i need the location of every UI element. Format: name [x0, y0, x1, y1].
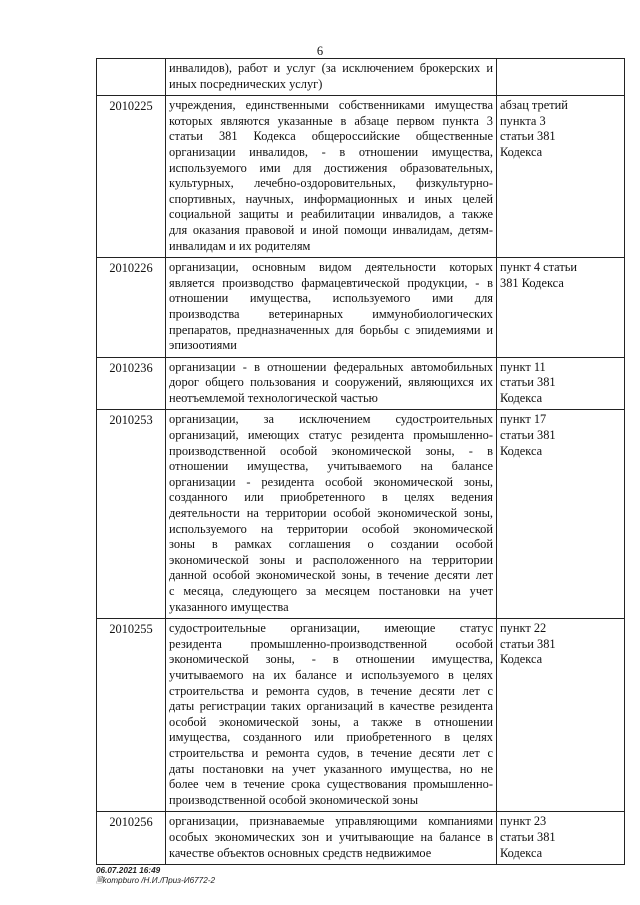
description-line: препаратов, предназначенных для борьбы с эпидемиями и — [169, 322, 493, 337]
table-row — [97, 812, 625, 865]
description-line: отношении имущества, используемого ими для — [169, 291, 493, 306]
benefit-description-cell — [166, 96, 497, 258]
reference-line: пункт 22 — [500, 621, 547, 636]
table-row — [97, 357, 625, 410]
description-line: более чем в течение срока существования промышленно- — [169, 777, 493, 792]
benefit-description-cell — [166, 59, 497, 96]
footer-file-path — [96, 876, 215, 886]
reference-line: пункта 3 — [500, 113, 546, 128]
reference-line: Кодекса — [500, 144, 543, 159]
reference-line: статьи 381 — [500, 636, 556, 651]
description-line: используемого ими для достижения образовательных, — [169, 160, 493, 175]
benefit-description-cell — [166, 357, 497, 410]
benefit-description-cell — [166, 258, 497, 358]
reference-line: статьи 381 — [500, 375, 556, 390]
description-line: учреждения, единственными собственниками имущества — [169, 98, 493, 113]
description-line: имущества, созданного или приобретенного в целях — [169, 730, 493, 745]
table-body — [97, 59, 625, 865]
document-footer — [96, 866, 215, 886]
description-line: которых являются указанные в абзаце первом пункта 3 — [169, 113, 493, 128]
reference-line: Кодекса — [500, 845, 543, 860]
description-line: учитываемого на их балансе и используемого в целях — [169, 667, 493, 682]
table-row — [97, 96, 625, 258]
reference-line: пункт 17 — [500, 412, 547, 427]
document-icon: 🗎 — [96, 876, 103, 885]
reference-line: статьи 381 — [500, 129, 556, 144]
code-reference-cell — [497, 96, 625, 258]
benefit-code-cell: 2010256 — [97, 812, 166, 865]
description-line: организации, за исключением судостроительных — [169, 412, 493, 427]
description-line: инвалидам и их родителям — [169, 238, 311, 253]
description-line: используемого на территории особой экономической — [169, 521, 493, 536]
description-line: резидента промышленно-производственной особой — [169, 636, 493, 651]
description-line: организации инвалидов, - в отношении имущества, — [169, 144, 493, 159]
reference-line: статьи 381 — [500, 829, 556, 844]
description-line: экономической зоны, - в отношении имущества, — [169, 652, 493, 667]
description-line: производственной особой экономической зоны — [169, 792, 419, 807]
description-line: особых экономических зон и учитывающие на балансе в — [169, 829, 493, 844]
benefit-description-cell — [166, 410, 497, 619]
code-reference-cell — [497, 357, 625, 410]
table-row — [97, 410, 625, 619]
code-reference-cell — [497, 258, 625, 358]
description-line: особой экономической зоны, а также в отношении — [169, 714, 493, 729]
reference-line: 381 Кодекса — [500, 275, 564, 290]
description-line: с месяца, следующего за месяцем постановки на учет — [169, 584, 493, 598]
description-line: указанного имущества — [169, 599, 289, 614]
description-line: иных посреднических услуг) — [169, 76, 323, 91]
footer-date: 06.07.2021 16:49 — [96, 866, 161, 875]
reference-line: пункт 11 — [500, 359, 546, 374]
description-line: производственной особой экономической зоны, - в — [169, 443, 493, 458]
benefit-description-cell — [166, 619, 497, 812]
description-line: социальной защиты и реабилитации инвалидов, а также — [169, 207, 493, 222]
benefit-code-cell: 2010236 — [97, 357, 166, 410]
description-line: является производство фармацевтической продукции, - в — [169, 275, 493, 290]
page-number: 6 — [316, 44, 324, 58]
description-line: спортивных, научных, информационных и иных целей — [169, 191, 493, 206]
description-line: эпизоотиями — [169, 338, 237, 353]
benefit-description-cell — [166, 812, 497, 865]
reference-line: абзац третий — [500, 98, 568, 113]
benefit-code-cell: 2010225 — [97, 96, 166, 258]
description-line: организаций, имеющих статус резидента промышленно- — [169, 428, 493, 443]
reference-line: пункт 23 — [500, 814, 547, 829]
description-line: инвалидов), работ и услуг (за исключением брокерских и — [169, 61, 493, 75]
description-line: организации, признаваемые управляющими компаниями — [169, 814, 493, 829]
reference-line: Кодекса — [500, 390, 543, 405]
description-line: для оказания правовой и иной помощи инвалидам, детям- — [169, 222, 493, 237]
footer-file-path-text: kompburo /Н.И./Приз-И6772-2 — [102, 876, 216, 885]
description-line: даты регистрации таких организаций в качестве резидента — [169, 699, 493, 714]
description-line: организации - резидента особой экономической зоны, — [169, 474, 493, 489]
reference-line: статьи 381 — [500, 428, 556, 443]
benefit-code-cell: 2010253 — [97, 410, 166, 619]
description-line: созданного или приобретенного в целях ведения — [169, 490, 493, 505]
description-line: деятельности на территории особой экономической зоны, — [169, 506, 493, 521]
description-line: экономической зоны и расположенного на территории — [169, 552, 493, 567]
description-line: даты постановки на учет указанного имущества, но не — [169, 761, 493, 776]
benefit-code-cell — [97, 59, 166, 96]
table-row — [97, 59, 625, 96]
description-line: судостроительные организации, имеющие статус — [169, 621, 493, 636]
description-line: неотъемлемой технологической частью — [169, 390, 378, 405]
description-line: производства ветеринарных иммунобиологических — [169, 306, 493, 321]
benefit-code-cell: 2010226 — [97, 258, 166, 358]
reference-line: Кодекса — [500, 443, 543, 458]
tax-benefit-codes-table — [96, 58, 625, 865]
description-line: данной особой экономической зоны, в течение десяти лет — [169, 568, 493, 583]
description-line: отношении имущества, учитываемого на балансе — [169, 459, 493, 474]
description-line: строительства и ремонта судов, в течение десяти лет с — [169, 683, 493, 698]
table-row — [97, 619, 625, 812]
reference-line: Кодекса — [500, 652, 543, 667]
reference-line: пункт 4 статьи — [500, 260, 578, 275]
description-line: зоны в рамках соглашения о создании особой — [169, 537, 493, 552]
code-reference-cell — [497, 812, 625, 865]
description-line: организации - в отношении федеральных автомобильных — [169, 359, 493, 374]
code-reference-cell — [497, 59, 625, 96]
description-line: качестве объектов основных средств недвижимое — [169, 845, 432, 860]
description-line: дорог общего пользования и сооружений, являющихся их — [169, 375, 493, 390]
description-line: организации, основным видом деятельности которых — [169, 260, 493, 275]
description-line: культурных, лечебно-оздоровительных, физкультурно- — [169, 176, 493, 191]
benefit-code-cell: 2010255 — [97, 619, 166, 812]
code-reference-cell — [497, 619, 625, 812]
description-line: статьи 381 Кодекса общероссийские общественные — [169, 129, 493, 144]
code-reference-cell — [497, 410, 625, 619]
table-row — [97, 258, 625, 358]
description-line: строительства и ремонта судов, в течение десяти лет с — [169, 745, 493, 760]
